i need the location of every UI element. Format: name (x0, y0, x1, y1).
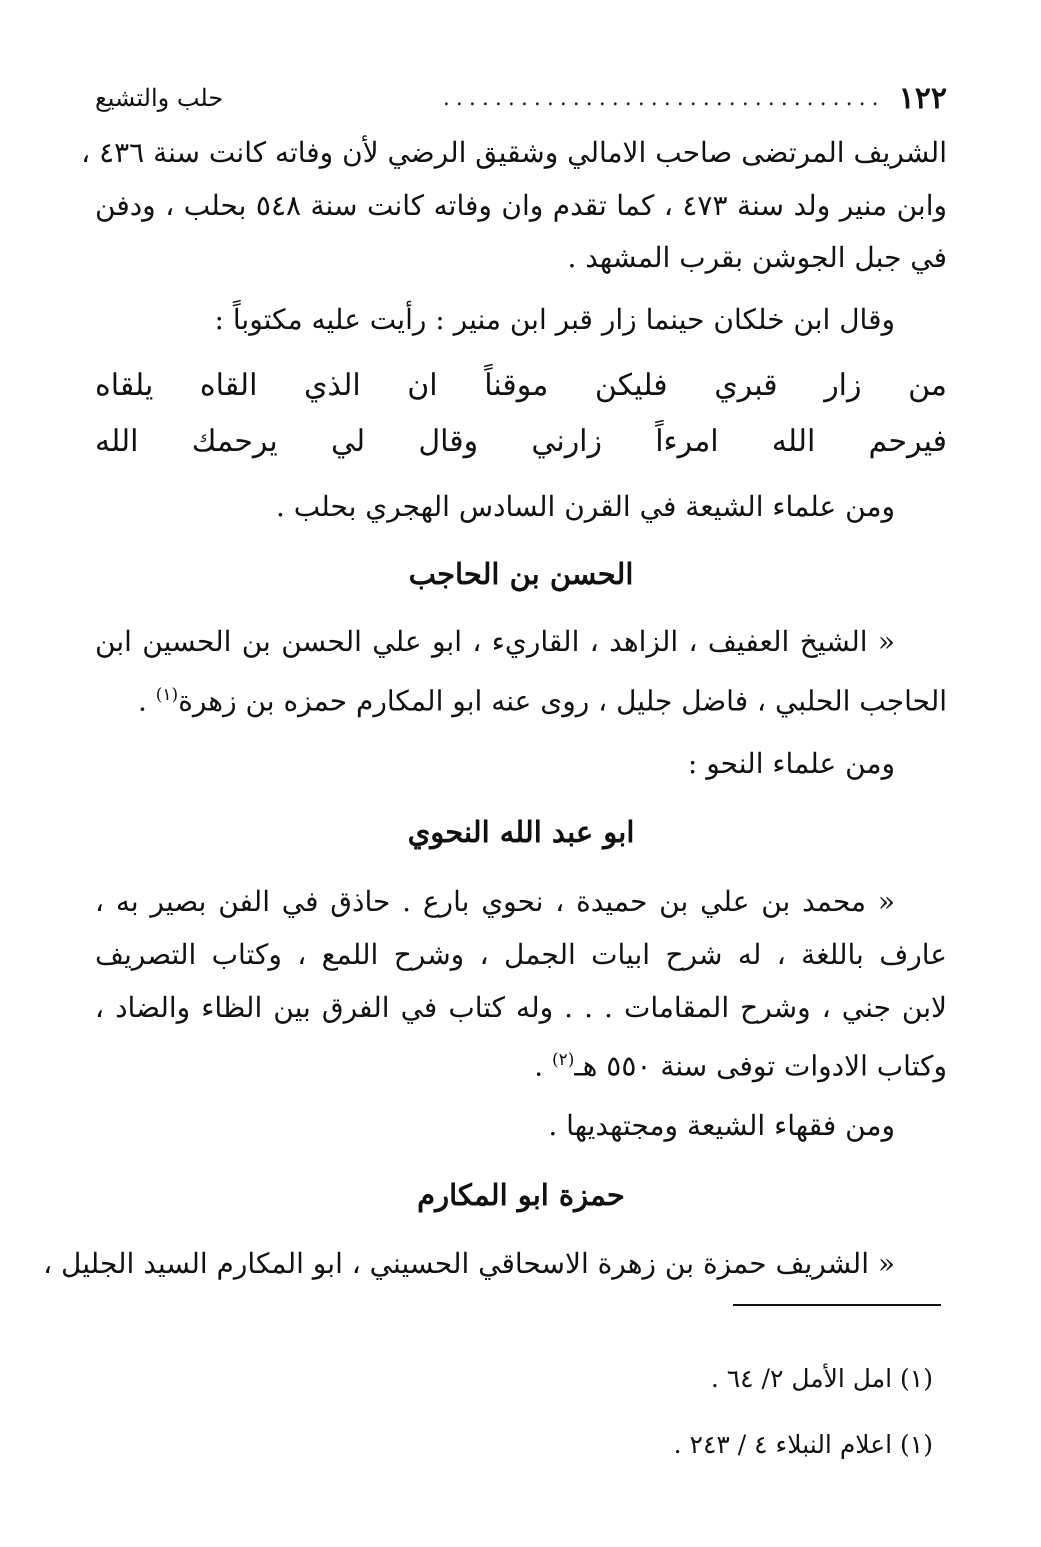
footnote: (١) اعلام النبلاء ٤ / ٢٤٣ . (673, 1430, 933, 1459)
page-number: ١٢٢ (898, 80, 947, 116)
poem-verse-line: من زار قبري فليكن موقناً ان الذي القاه يلقاه (95, 368, 947, 403)
text-span: . (534, 1049, 552, 1083)
text-line: الشريف المرتضى صاحب الامالي وشقيق الرضي لأن وفاته كانت سنة ٤٣٦ ، (81, 136, 947, 169)
text-line: ومن فقهاء الشيعة ومجتهديها . (548, 1109, 895, 1142)
text-line (95, 675, 947, 721)
section-heading: الحسن بن الحاجب (408, 557, 634, 591)
header-dot-leader: .................................. (442, 85, 885, 111)
footnote-separator (733, 1304, 941, 1306)
text-line: وقال ابن خلكان حينما زار قبر ابن منير : رأيت عليه مكتوباً : (214, 303, 895, 336)
text-line: عارف باللغة ، له شرح ابيات الجمل ، وشرح اللمع ، وكتاب التصريف (95, 938, 947, 971)
section-heading: حمزة ابو المكارم (417, 1178, 625, 1212)
footnote: (١) امل الأمل ٢/ ٦٤ . (710, 1364, 933, 1393)
footnote-ref: (١) (155, 685, 179, 705)
section-heading: ابو عبد الله النحوي (407, 815, 635, 849)
footnote-ref: (٢) (552, 1050, 575, 1070)
text-line: وابن منير ولد سنة ٤٧٣ ، كما تقدم وان وفاته كانت سنة ٥٤٨ بحلب ، ودفن (95, 189, 947, 222)
page-header (95, 78, 947, 118)
text-line: « محمد بن علي بن حميدة ، نحوي بارع . حاذق في الفن بصير به ، (95, 885, 895, 918)
text-span: وكتاب الادوات توفى سنة ٥٥٠ هـ (574, 1049, 947, 1083)
text-span: الحاجب الحلبي ، فاضل جليل ، روى عنه ابو المكارم حمزه بن زهرة (178, 684, 947, 718)
text-line: ومن علماء النحو : (687, 747, 895, 780)
poem-verse-line: فيرحم الله امرءاً زارني وقال لي يرحمك الله (95, 424, 947, 459)
text-line: ومن علماء الشيعة في القرن السادس الهجري بحلب . (275, 490, 895, 523)
text-line: لابن جني ، وشرح المقامات . . . وله كتاب في الفرق بين الظاء والضاد ، (95, 991, 947, 1024)
text-span: . (137, 684, 156, 718)
text-line: « الشيخ العفيف ، الزاهد ، القاريء ، ابو علي الحسن بن الحسين ابن (95, 625, 895, 658)
text-line (95, 1040, 947, 1086)
text-line: في جبل الجوشن بقرب المشهد . (567, 241, 947, 274)
text-line: « الشريف حمزة بن زهرة الاسحاقي الحسيني ، ابو المكارم السيد الجليل ، (43, 1247, 895, 1280)
running-title: حلب والتشيع (95, 84, 224, 112)
